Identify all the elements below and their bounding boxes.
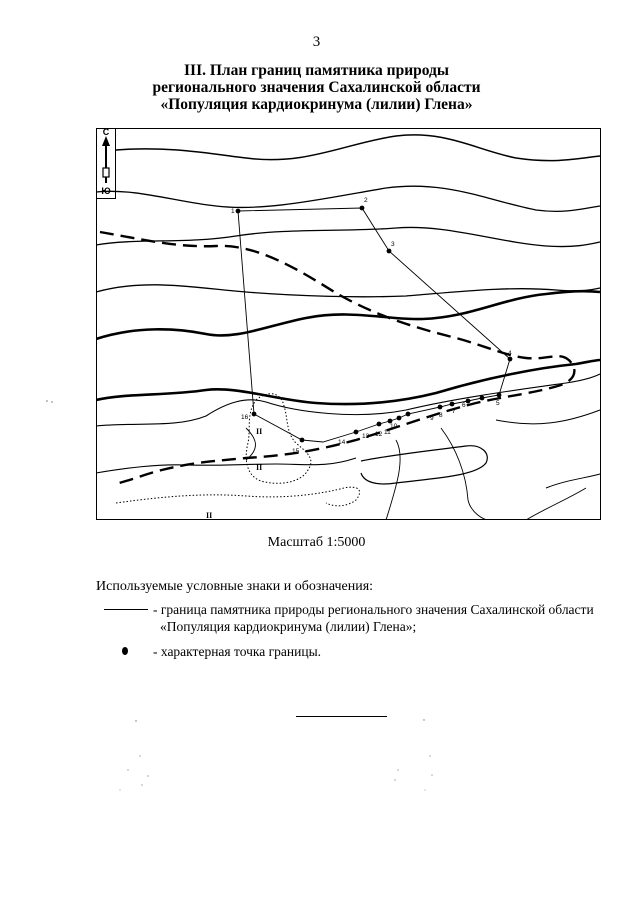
boundary-point-label: 3 <box>391 241 395 248</box>
boundary-point-label: 8 <box>439 412 443 419</box>
boundary-point-label: 16 <box>241 414 249 421</box>
boundary-point-label: 15 <box>292 448 300 455</box>
boundary-point-marker <box>300 438 305 443</box>
boundary-point-marker <box>450 402 455 407</box>
boundary-point-marker <box>466 399 471 404</box>
boundary-point-label: 13 <box>362 433 370 440</box>
boundary-point-label: 11 <box>384 429 391 436</box>
document-title <box>40 62 593 113</box>
compass-north-label: С <box>102 128 110 137</box>
boundary-point-label: 7 <box>452 408 456 415</box>
boundary-point-marker <box>397 416 402 421</box>
boundary-point-marker <box>438 405 443 410</box>
boundary-point-marker <box>480 396 485 401</box>
boundary-point-marker <box>252 412 257 417</box>
boundary-point-marker <box>508 357 513 362</box>
boundary-point-label: 9 <box>430 415 434 422</box>
title-line-3: «Популяция кардиокринума (лилии) Глена» <box>160 96 473 113</box>
boundary-point-marker <box>387 249 392 254</box>
title-line-1: III. План границ памятника природы <box>184 62 449 79</box>
title-line-2: регионального значения Сахалинской области <box>152 79 481 96</box>
legend-point-text: - характерная точка границы. <box>153 644 322 659</box>
boundary-point-marker <box>406 412 411 417</box>
legend-boundary-text-line-1: - граница памятника природы регионального значения Сахалинской области <box>153 602 594 617</box>
boundary-point-label: 14 <box>338 439 346 446</box>
signature-rule <box>296 716 387 717</box>
map-frame <box>97 129 601 520</box>
boundary-point-marker <box>354 430 359 435</box>
boundary-point-marker <box>497 393 502 398</box>
page-number: 3 <box>312 34 321 50</box>
boundary-point-symbol-icon <box>122 647 128 655</box>
boundary-point-label: 5 <box>496 400 500 407</box>
legend-heading: Используемые условные знаки и обозначения: <box>96 579 374 594</box>
compass-south-label: Ю <box>101 186 111 196</box>
legend-boundary-text-line-2: «Популяция кардиокринума (лилии) Глена»; <box>160 619 417 634</box>
boundary-point-label: 1 <box>231 208 235 215</box>
boundary-point-label: 2 <box>364 197 368 204</box>
compass-inset <box>97 128 116 199</box>
map-scale: Масштаб 1:5000 <box>267 535 366 550</box>
boundary-point-label: 12 <box>375 431 383 438</box>
boundary-point-label: 6 <box>462 402 466 409</box>
boundary-line-symbol-icon <box>104 609 148 610</box>
boundary-point-label: 10 <box>390 423 398 430</box>
boundary-point-marker <box>377 422 382 427</box>
hatch-label: II <box>206 511 213 520</box>
boundary-map <box>96 128 601 520</box>
boundary-point-marker <box>236 209 241 214</box>
hatch-label: II <box>256 463 263 472</box>
boundary-point-marker <box>388 419 393 424</box>
boundary-point-label: 4 <box>508 350 512 357</box>
boundary-point-marker <box>360 206 365 211</box>
hatch-label: II <box>256 427 263 436</box>
